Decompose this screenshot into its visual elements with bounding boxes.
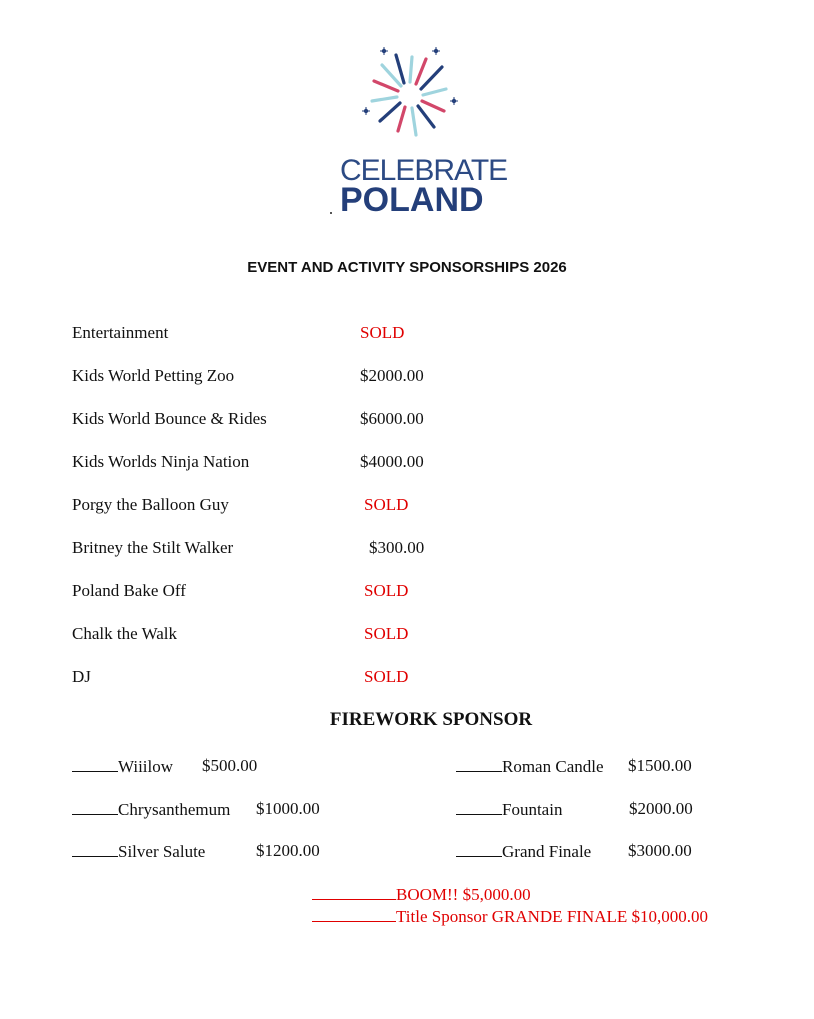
sponsorship-name: Kids Worlds Ninja Nation xyxy=(72,452,250,471)
sponsorship-name: Poland Bake Off xyxy=(72,581,186,600)
firework-price: $500.00 xyxy=(202,756,258,775)
firework-price: $2000.00 xyxy=(629,799,693,818)
sponsorship-price: $4000.00 xyxy=(360,452,424,471)
sponsorship-name: Entertainment xyxy=(72,323,169,342)
sponsorship-name: Porgy the Balloon Guy xyxy=(72,495,229,514)
boom-sponsor-text: BOOM!! $5,000.00 xyxy=(396,885,531,904)
signup-blank[interactable] xyxy=(312,883,396,900)
firework-option xyxy=(456,755,756,777)
sponsorship-price: $2000.00 xyxy=(360,366,424,385)
decorative-dot xyxy=(330,212,332,214)
celebrate-poland-logo xyxy=(330,40,508,220)
sponsorship-price: SOLD xyxy=(364,667,409,686)
logo-text-celebrate: CELEBRATE xyxy=(340,154,508,187)
firework-burst-icon xyxy=(355,40,465,150)
firework-option xyxy=(72,840,392,862)
sponsorship-name: Britney the Stilt Walker xyxy=(72,538,234,557)
firework-price: $1500.00 xyxy=(628,756,692,775)
sponsorship-price: SOLD xyxy=(360,323,405,342)
firework-option xyxy=(72,755,392,777)
title-sponsor-text: Title Sponsor GRANDE FINALE $10,000.00 xyxy=(396,907,709,926)
firework-heading: FIREWORK SPONSOR xyxy=(329,709,533,730)
firework-price: $1200.00 xyxy=(256,841,320,860)
firework-price: $3000.00 xyxy=(628,841,692,860)
signup-blank[interactable] xyxy=(72,798,118,815)
firework-option xyxy=(72,798,392,820)
signup-blank[interactable] xyxy=(312,905,396,922)
boom-sponsor-option xyxy=(312,883,531,905)
sponsorship-price: SOLD xyxy=(364,581,409,600)
firework-name: Roman Candle xyxy=(502,757,604,776)
signup-blank[interactable] xyxy=(72,755,118,772)
logo-text-poland: POLAND xyxy=(340,181,484,219)
firework-name: Grand Finale xyxy=(502,842,592,861)
signup-blank[interactable] xyxy=(456,840,502,857)
page-title: EVENT AND ACTIVITY SPONSORSHIPS 2026 xyxy=(247,259,567,276)
sponsorship-price: $300.00 xyxy=(369,538,425,557)
firework-option xyxy=(456,840,756,862)
signup-blank[interactable] xyxy=(72,840,118,857)
signup-blank[interactable] xyxy=(456,755,502,772)
sponsorship-name: Kids World Bounce & Rides xyxy=(72,409,267,428)
sponsorship-name: DJ xyxy=(72,667,91,686)
sponsorship-name: Chalk the Walk xyxy=(72,624,178,643)
firework-price: $1000.00 xyxy=(256,799,320,818)
firework-name: Chrysanthemum xyxy=(118,800,231,819)
sponsorship-price: SOLD xyxy=(364,495,409,514)
firework-option xyxy=(456,798,756,820)
firework-name: Silver Salute xyxy=(118,842,206,861)
sponsorship-name: Kids World Petting Zoo xyxy=(72,366,235,385)
firework-name: Wiiilow xyxy=(118,757,174,776)
sponsorship-price: $6000.00 xyxy=(360,409,424,428)
firework-name: Fountain xyxy=(502,800,563,819)
sponsorship-price: SOLD xyxy=(364,624,409,643)
title-sponsor-option xyxy=(312,905,708,927)
signup-blank[interactable] xyxy=(456,798,502,815)
